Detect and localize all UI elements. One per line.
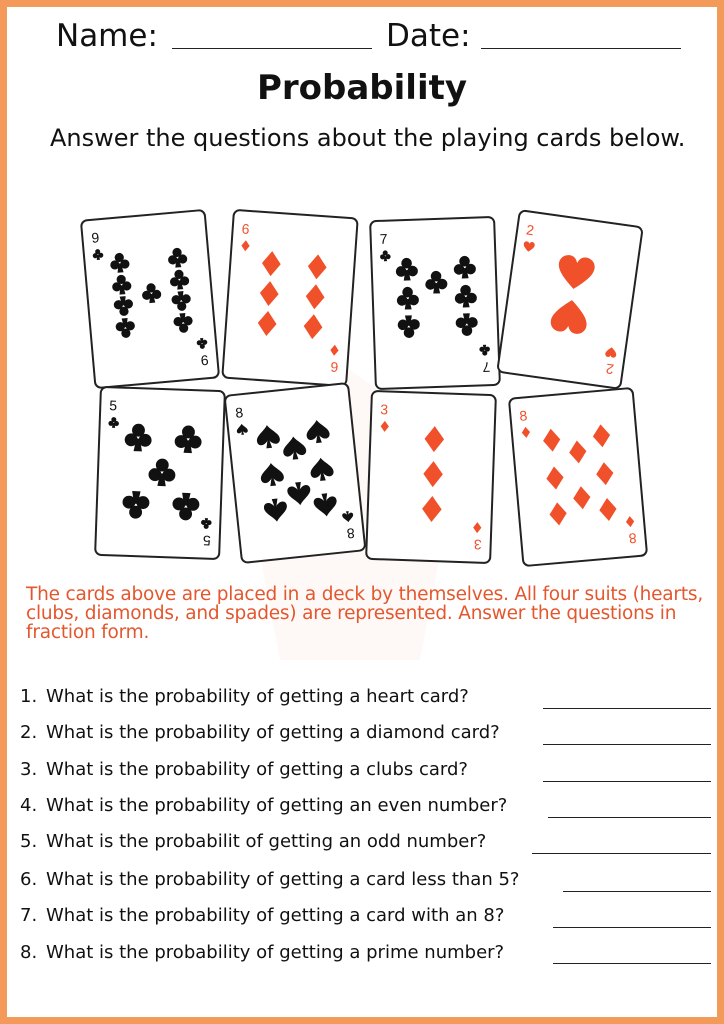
spade-pip-icon bbox=[313, 492, 338, 517]
question-number: 5. bbox=[20, 831, 38, 852]
club-pip-icon bbox=[115, 317, 136, 338]
card-face bbox=[367, 392, 495, 562]
diamond-pip-icon bbox=[592, 424, 611, 448]
heart-pip-icon bbox=[523, 241, 535, 252]
card-rank-bottom: 5 bbox=[202, 532, 211, 549]
club-pip-icon bbox=[169, 269, 190, 290]
spade-pip-icon bbox=[255, 424, 280, 449]
answer-line-6[interactable] bbox=[563, 891, 711, 892]
diamond-pip-icon bbox=[424, 426, 444, 453]
name-field-line[interactable] bbox=[172, 48, 372, 49]
card-rank-top: 3 bbox=[380, 401, 389, 418]
card-face bbox=[82, 211, 218, 387]
spade-pip-icon bbox=[236, 423, 248, 435]
question-3 bbox=[20, 759, 468, 780]
card-rank-top: 7 bbox=[379, 230, 388, 247]
question-text: What is the probability of getting a clubs card? bbox=[46, 759, 468, 780]
club-pip-icon bbox=[172, 492, 200, 520]
question-6 bbox=[20, 869, 519, 890]
diamond-pip-icon bbox=[625, 516, 634, 528]
card-face bbox=[510, 389, 646, 565]
question-number: 8. bbox=[20, 942, 38, 963]
card-rank-top: 2 bbox=[525, 221, 536, 239]
diamond-pip-icon bbox=[423, 461, 443, 488]
spade-pip-icon bbox=[263, 498, 288, 523]
card-rank-bottom: 8 bbox=[628, 530, 638, 547]
diamond-pip-icon bbox=[330, 344, 339, 356]
diamond-pip-icon bbox=[595, 461, 614, 485]
card-rank-bottom: 3 bbox=[473, 536, 482, 553]
heart-pip-icon bbox=[556, 254, 596, 292]
page-title: Probability bbox=[256, 68, 468, 108]
card-rank-top: 8 bbox=[518, 407, 528, 424]
club-pip-icon bbox=[173, 312, 194, 333]
diamond-pip-icon bbox=[257, 310, 277, 336]
card-rank-top: 5 bbox=[109, 397, 118, 414]
club-pip-icon bbox=[124, 423, 152, 451]
question-7 bbox=[20, 905, 504, 926]
spade-pip-icon bbox=[282, 435, 307, 460]
date-label: Date: bbox=[386, 18, 471, 54]
diamond-pip-icon bbox=[305, 284, 325, 310]
card-rank-bottom: 6 bbox=[329, 359, 339, 376]
club-pip-icon bbox=[396, 287, 419, 310]
club-pip-icon bbox=[453, 256, 476, 279]
club-pip-icon bbox=[397, 315, 420, 338]
card-rank-top: 9 bbox=[90, 229, 100, 246]
answer-line-8[interactable] bbox=[553, 963, 711, 964]
question-2 bbox=[20, 722, 500, 743]
spade-pip-icon bbox=[287, 481, 312, 506]
card-rank-bottom: 8 bbox=[346, 525, 356, 542]
card-face bbox=[498, 211, 641, 387]
diamond-pip-icon bbox=[473, 522, 482, 533]
question-1 bbox=[20, 686, 469, 707]
question-number: 4. bbox=[20, 795, 38, 816]
answer-line-7[interactable] bbox=[553, 927, 711, 928]
question-text: What is the probability of getting a heart card? bbox=[46, 686, 469, 707]
card-8-spades bbox=[223, 382, 366, 564]
question-8 bbox=[20, 942, 504, 963]
club-pip-icon bbox=[122, 491, 150, 519]
club-pip-icon bbox=[92, 249, 103, 261]
diamond-pip-icon bbox=[572, 486, 591, 510]
card-face bbox=[96, 388, 224, 558]
diamond-pip-icon bbox=[542, 428, 561, 452]
card-3-diamonds bbox=[365, 390, 497, 564]
club-pip-icon bbox=[108, 417, 119, 428]
heart-pip-icon bbox=[605, 347, 617, 358]
card-rank-bottom: 2 bbox=[604, 360, 615, 378]
club-pip-icon bbox=[380, 250, 391, 261]
heart-pip-icon bbox=[550, 298, 590, 336]
question-text: What is the probability of getting an even number? bbox=[46, 795, 508, 816]
card-rank-top: 8 bbox=[234, 404, 244, 421]
diamond-pip-icon bbox=[259, 280, 279, 306]
club-pip-icon bbox=[167, 247, 188, 268]
card-9-clubs bbox=[80, 209, 220, 389]
diamond-pip-icon bbox=[303, 314, 323, 340]
card-5-clubs bbox=[94, 386, 226, 560]
question-text: What is the probability of getting a diamond card? bbox=[46, 722, 500, 743]
club-pip-icon bbox=[109, 252, 130, 273]
question-text: What is the probabilit of getting an odd number? bbox=[46, 831, 487, 852]
question-text: What is the probability of getting a card less than 5? bbox=[46, 869, 520, 890]
answer-line-4[interactable] bbox=[548, 817, 711, 818]
club-pip-icon bbox=[454, 285, 477, 308]
spade-pip-icon bbox=[305, 419, 330, 444]
club-pip-icon bbox=[174, 425, 202, 453]
diamond-pip-icon bbox=[261, 250, 281, 276]
club-pip-icon bbox=[148, 458, 176, 486]
question-number: 2. bbox=[20, 722, 38, 743]
diamond-pip-icon bbox=[241, 240, 250, 252]
diamond-pip-icon bbox=[545, 466, 564, 490]
club-pip-icon bbox=[201, 518, 212, 529]
question-text: What is the probability of getting a prime number? bbox=[46, 942, 505, 963]
card-face bbox=[371, 218, 499, 388]
club-pip-icon bbox=[141, 282, 162, 303]
question-number: 7. bbox=[20, 905, 38, 926]
diamond-pip-icon bbox=[380, 421, 389, 432]
club-pip-icon bbox=[479, 345, 490, 356]
club-pip-icon bbox=[111, 274, 132, 295]
card-7-clubs bbox=[369, 216, 501, 390]
card-2-hearts bbox=[496, 209, 644, 390]
answer-line-3[interactable] bbox=[543, 781, 711, 782]
diamond-pip-icon bbox=[549, 502, 568, 526]
card-rank-bottom: 7 bbox=[482, 359, 491, 376]
diamond-pip-icon bbox=[521, 427, 530, 439]
card-rank-bottom: 9 bbox=[200, 352, 210, 369]
date-field-line[interactable] bbox=[481, 48, 681, 49]
question-number: 1. bbox=[20, 686, 38, 707]
name-label: Name: bbox=[56, 18, 158, 54]
club-pip-icon bbox=[455, 313, 478, 336]
diamond-pip-icon bbox=[568, 440, 587, 464]
card-rank-top: 6 bbox=[241, 220, 251, 237]
answer-line-1[interactable] bbox=[543, 708, 711, 709]
club-pip-icon bbox=[425, 271, 448, 294]
question-5 bbox=[20, 831, 486, 852]
question-4 bbox=[20, 795, 507, 816]
club-pip-icon bbox=[196, 338, 207, 350]
card-8-diamonds bbox=[508, 387, 648, 567]
diamond-pip-icon bbox=[307, 254, 327, 280]
card-face bbox=[226, 384, 365, 562]
card-6-diamonds bbox=[221, 209, 359, 387]
question-number: 3. bbox=[20, 759, 38, 780]
answer-line-5[interactable] bbox=[532, 853, 711, 854]
diamond-pip-icon bbox=[598, 497, 617, 521]
club-pip-icon bbox=[113, 296, 134, 317]
club-pip-icon bbox=[395, 258, 418, 281]
spade-pip-icon bbox=[259, 462, 284, 487]
card-face bbox=[223, 211, 356, 385]
question-text: What is the probability of getting a card with an 8? bbox=[46, 905, 505, 926]
spade-pip-icon bbox=[342, 511, 354, 523]
answer-line-2[interactable] bbox=[543, 744, 711, 745]
spade-pip-icon bbox=[309, 457, 334, 482]
club-pip-icon bbox=[171, 290, 192, 311]
diamond-pip-icon bbox=[422, 496, 442, 523]
question-number: 6. bbox=[20, 869, 38, 890]
instructions: Answer the questions about the playing cards below. bbox=[50, 124, 686, 152]
instruction-note: The cards above are placed in a deck by themselves. All four suits (hearts, clubs, diamonds, and spades) are represented. Answer the questions in fraction form. bbox=[26, 584, 704, 643]
